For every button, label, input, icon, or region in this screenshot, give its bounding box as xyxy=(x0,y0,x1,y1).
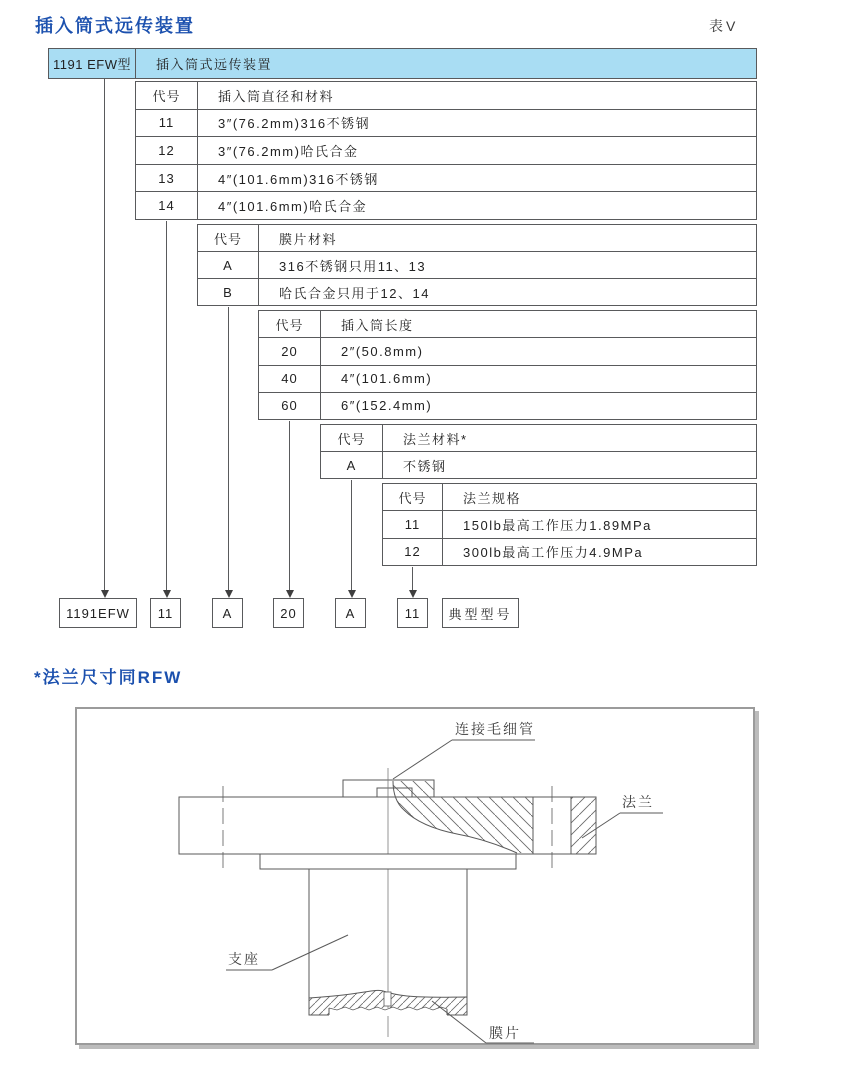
table-row: 11 3″(76.2mm)316不锈钢 xyxy=(136,109,756,137)
arrow-down-icon xyxy=(163,590,171,598)
typical-model-box: A xyxy=(212,598,243,628)
connector-line xyxy=(166,221,167,590)
section-header: 法兰材料* xyxy=(403,431,468,447)
table-row: A 不锈钢 xyxy=(321,451,756,478)
connector-line xyxy=(289,421,290,590)
section-diaphragm-material xyxy=(197,224,757,306)
table-row: 13 4″(101.6mm)316不锈钢 xyxy=(136,164,756,192)
code-header: 代号 xyxy=(383,484,443,510)
table-row: B 哈氏合金只用于12、14 xyxy=(198,278,756,305)
table-row: 12 3″(76.2mm)哈氏合金 xyxy=(136,136,756,164)
model-header-row xyxy=(48,48,757,79)
table-row: 12 300lb最高工作压力4.9MPa xyxy=(383,538,756,565)
table-row: 11 150lb最高工作压力1.89MPa xyxy=(383,510,756,537)
code-header: 代号 xyxy=(198,225,259,251)
code-header: 代号 xyxy=(136,82,198,109)
arrow-down-icon xyxy=(348,590,356,598)
connector-line xyxy=(228,307,229,590)
typical-model-box: 11 xyxy=(150,598,181,628)
table-row: 60 6″(152.4mm) xyxy=(259,392,756,419)
typical-model-caption: 典型型号 xyxy=(442,598,519,628)
connector-line xyxy=(412,567,413,590)
page-title: 插入筒式远传装置 xyxy=(35,16,195,36)
table-reference: 表V xyxy=(709,18,739,34)
code-header: 代号 xyxy=(259,311,321,337)
section-header: 插入筒长度 xyxy=(341,317,414,333)
section-flange-material xyxy=(320,424,757,479)
typical-model-box: 11 xyxy=(397,598,428,628)
model-name-cell: 插入筒式远传装置 xyxy=(156,57,273,72)
section-tube-diameter xyxy=(135,81,757,220)
arrow-down-icon xyxy=(225,590,233,598)
arrow-down-icon xyxy=(409,590,417,598)
table-row: 14 4″(101.6mm)哈氏合金 xyxy=(136,191,756,219)
flange-cross-section-drawing xyxy=(75,707,755,1045)
arrow-down-icon xyxy=(101,590,109,598)
code-header: 代号 xyxy=(321,425,383,451)
section-flange-rating xyxy=(382,483,757,566)
capillary-label: 连接毛细管 xyxy=(455,721,535,737)
section-header: 膜片材料 xyxy=(279,231,338,247)
connector-line xyxy=(351,480,352,590)
diaphragm-label: 膜片 xyxy=(489,1025,521,1041)
connector-line xyxy=(104,79,105,590)
flange-label: 法兰 xyxy=(622,794,654,810)
section-header: 法兰规格 xyxy=(463,490,522,506)
table-row: 20 2″(50.8mm) xyxy=(259,337,756,364)
typical-model-box: 20 xyxy=(273,598,304,628)
model-code-cell: 1191 EFW型 xyxy=(49,49,136,78)
support-label: 支座 xyxy=(228,951,260,967)
section-tube-length xyxy=(258,310,757,420)
typical-model-box: A xyxy=(335,598,366,628)
table-row: A 316不锈钢只用11、13 xyxy=(198,251,756,278)
section-header: 插入筒直径和材料 xyxy=(218,88,335,104)
footnote: *法兰尺寸同RFW xyxy=(34,668,183,687)
arrow-down-icon xyxy=(286,590,294,598)
typical-model-box: 1191EFW xyxy=(59,598,137,628)
table-row: 40 4″(101.6mm) xyxy=(259,365,756,392)
